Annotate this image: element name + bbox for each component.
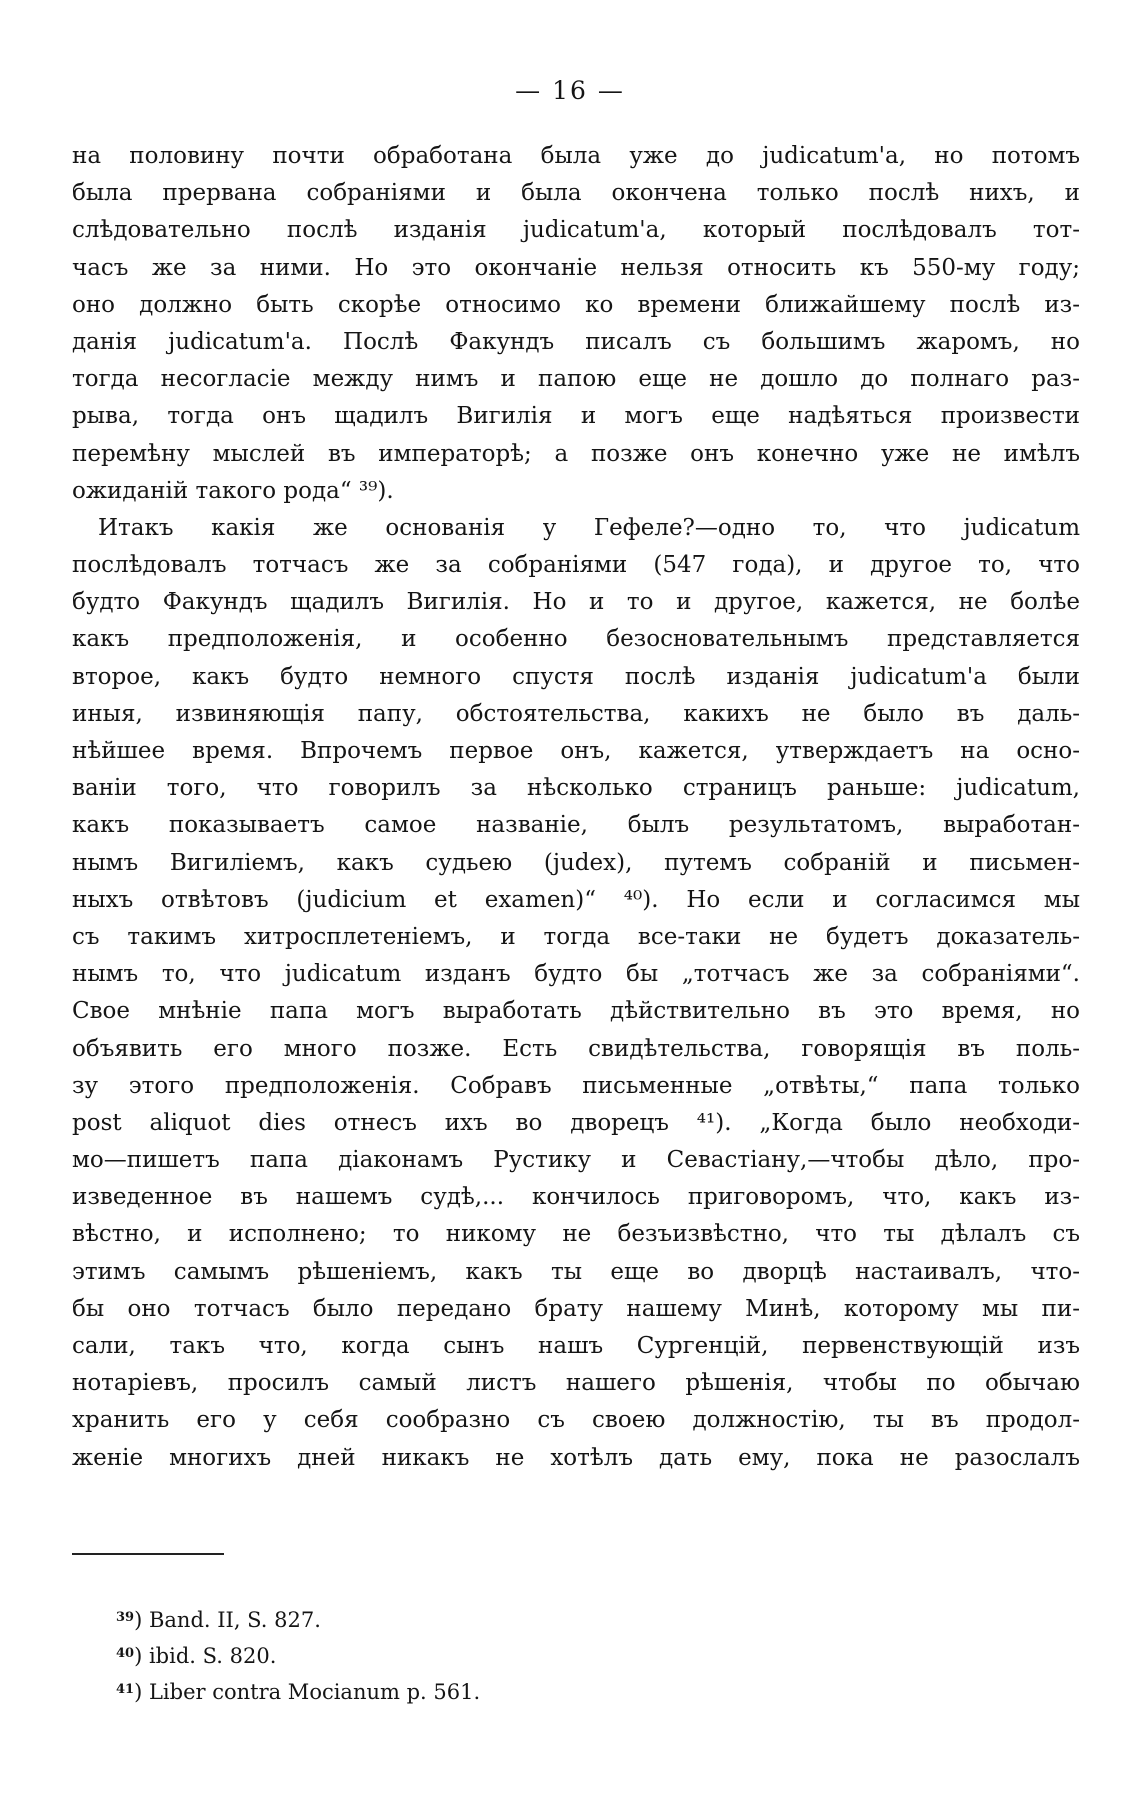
footnote bbox=[116, 1672, 716, 1708]
text-line: будто Факундъ щадилъ Вигилія. Но и то и другое, кажется, не болѣе bbox=[72, 589, 1080, 616]
footnote-marker: 41 bbox=[116, 1682, 135, 1697]
text-line: хранить его у себя сообразно съ своею должностію, ты въ продол- bbox=[72, 1407, 1080, 1434]
text-line: ныхъ отвѣтовъ (judicium et examen)“ ⁴⁰). Но если и согласимся мы bbox=[72, 886, 1080, 913]
page-number: — 16 — bbox=[515, 76, 625, 105]
text-line: вѣстно, и исполнено; то никому не безъизвѣстно, что ты дѣлалъ съ bbox=[72, 1221, 1080, 1248]
footnote bbox=[116, 1636, 716, 1672]
body-text bbox=[72, 138, 1080, 1477]
text-line: второе, какъ будто немного спустя послѣ изданія judicatum'а были bbox=[72, 663, 1080, 690]
footnotes bbox=[116, 1600, 716, 1708]
footnote-text: ) ibid. S. 820. bbox=[134, 1644, 277, 1668]
text-line: часъ же за ними. Но это окончаніе нельзя относить къ 550-му году; bbox=[72, 254, 1080, 281]
text-line: ожиданій такого рода“ ³⁹). bbox=[72, 477, 394, 504]
text-line: Свое мнѣніе папа могъ выработать дѣйствительно въ это время, но bbox=[72, 998, 1080, 1025]
text-line: перемѣну мыслей въ императорѣ; а позже онъ конечно уже не имѣлъ bbox=[72, 440, 1080, 467]
text-line: оно должно быть скорѣе относимо ко времени ближайшему послѣ из- bbox=[72, 291, 1080, 318]
footnote-marker: 39 bbox=[116, 1610, 135, 1625]
text-line: тогда несогласіе между нимъ и папою еще не дошло до полнаго раз- bbox=[72, 366, 1080, 393]
text-line: нѣйшее время. Впрочемъ первое онъ, кажется, утверждаетъ на осно- bbox=[72, 738, 1080, 764]
text-line: изведенное въ нашемъ судѣ,... кончилось приговоромъ, что, какъ из- bbox=[72, 1184, 1080, 1211]
text-line: какъ показываетъ самое названіе, былъ результатомъ, выработан- bbox=[72, 812, 1080, 839]
text-line: бы оно тотчасъ было передано брату нашему Минѣ, которому мы пи- bbox=[72, 1295, 1080, 1322]
text-line: какъ предположенія, и особенно безосновательнымъ представляется bbox=[72, 626, 1080, 653]
text-line: ваніи того, что говорилъ за нѣсколько страницъ раньше: judicatum, bbox=[72, 775, 1080, 802]
text-line: съ такимъ хитросплетеніемъ, и тогда все-таки не будетъ доказатель- bbox=[72, 923, 1080, 950]
text-line: зу этого предположенія. Собравъ письменные „отвѣты,“ папа только bbox=[72, 1072, 1080, 1099]
footnote-separator bbox=[72, 1553, 224, 1555]
text-line: объявить его много позже. Есть свидѣтельства, говорящія въ поль- bbox=[72, 1035, 1080, 1062]
text-line: послѣдовалъ тотчасъ же за собраніями (547 года), и другое то, что bbox=[72, 552, 1080, 579]
text-line: Итакъ какія же основанія у Гефеле?—одно то, что judicatum bbox=[98, 514, 1080, 541]
footnote bbox=[116, 1600, 716, 1636]
text-line: нымъ Вигиліемъ, какъ судьею (judex), путемъ собраній и письмен- bbox=[72, 849, 1080, 876]
footnote-text: ) Band. II, S. 827. bbox=[134, 1608, 321, 1632]
text-line: мо—пишетъ папа діаконамъ Рустику и Севастіану,—чтобы дѣло, про- bbox=[72, 1147, 1080, 1174]
text-line: post aliquot dies отнесъ ихъ во дворецъ ⁴¹). „Когда было необходи- bbox=[72, 1109, 1080, 1136]
text-line: нымъ то, что judicatum изданъ будто бы „тотчасъ же за собраніями“. bbox=[72, 961, 1080, 988]
text-line: была прервана собраніями и была окончена только послѣ нихъ, и bbox=[72, 180, 1080, 207]
text-line: нотаріевъ, просилъ самый листъ нашего рѣшенія, чтобы по обычаю bbox=[72, 1370, 1080, 1397]
footnote-text: ) Liber contra Mocianum p. 561. bbox=[134, 1680, 481, 1704]
footnote-marker: 40 bbox=[116, 1646, 135, 1661]
text-line: женіе многихъ дней никакъ не хотѣлъ дать ему, пока не разослалъ bbox=[72, 1444, 1080, 1471]
text-line: этимъ самымъ рѣшеніемъ, какъ ты еще во дворцѣ настаивалъ, что- bbox=[72, 1258, 1080, 1285]
text-line: на половину почти обработана была уже до judicatum'а, но потомъ bbox=[72, 143, 1080, 169]
text-line: данія judicatum'а. Послѣ Факундъ писалъ съ большимъ жаромъ, но bbox=[72, 328, 1080, 355]
text-line: сали, такъ что, когда сынъ нашъ Сургенцій, первенствующій изъ bbox=[72, 1333, 1080, 1359]
text-line: слѣдовательно послѣ изданія judicatum'а, который послѣдовалъ тот- bbox=[72, 217, 1080, 244]
text-line: рыва, тогда онъ щадилъ Вигилія и могъ еще надѣяться произвести bbox=[72, 403, 1080, 430]
text-line: иныя, извиняющія папу, обстоятельства, какихъ не было въ даль- bbox=[72, 700, 1080, 727]
